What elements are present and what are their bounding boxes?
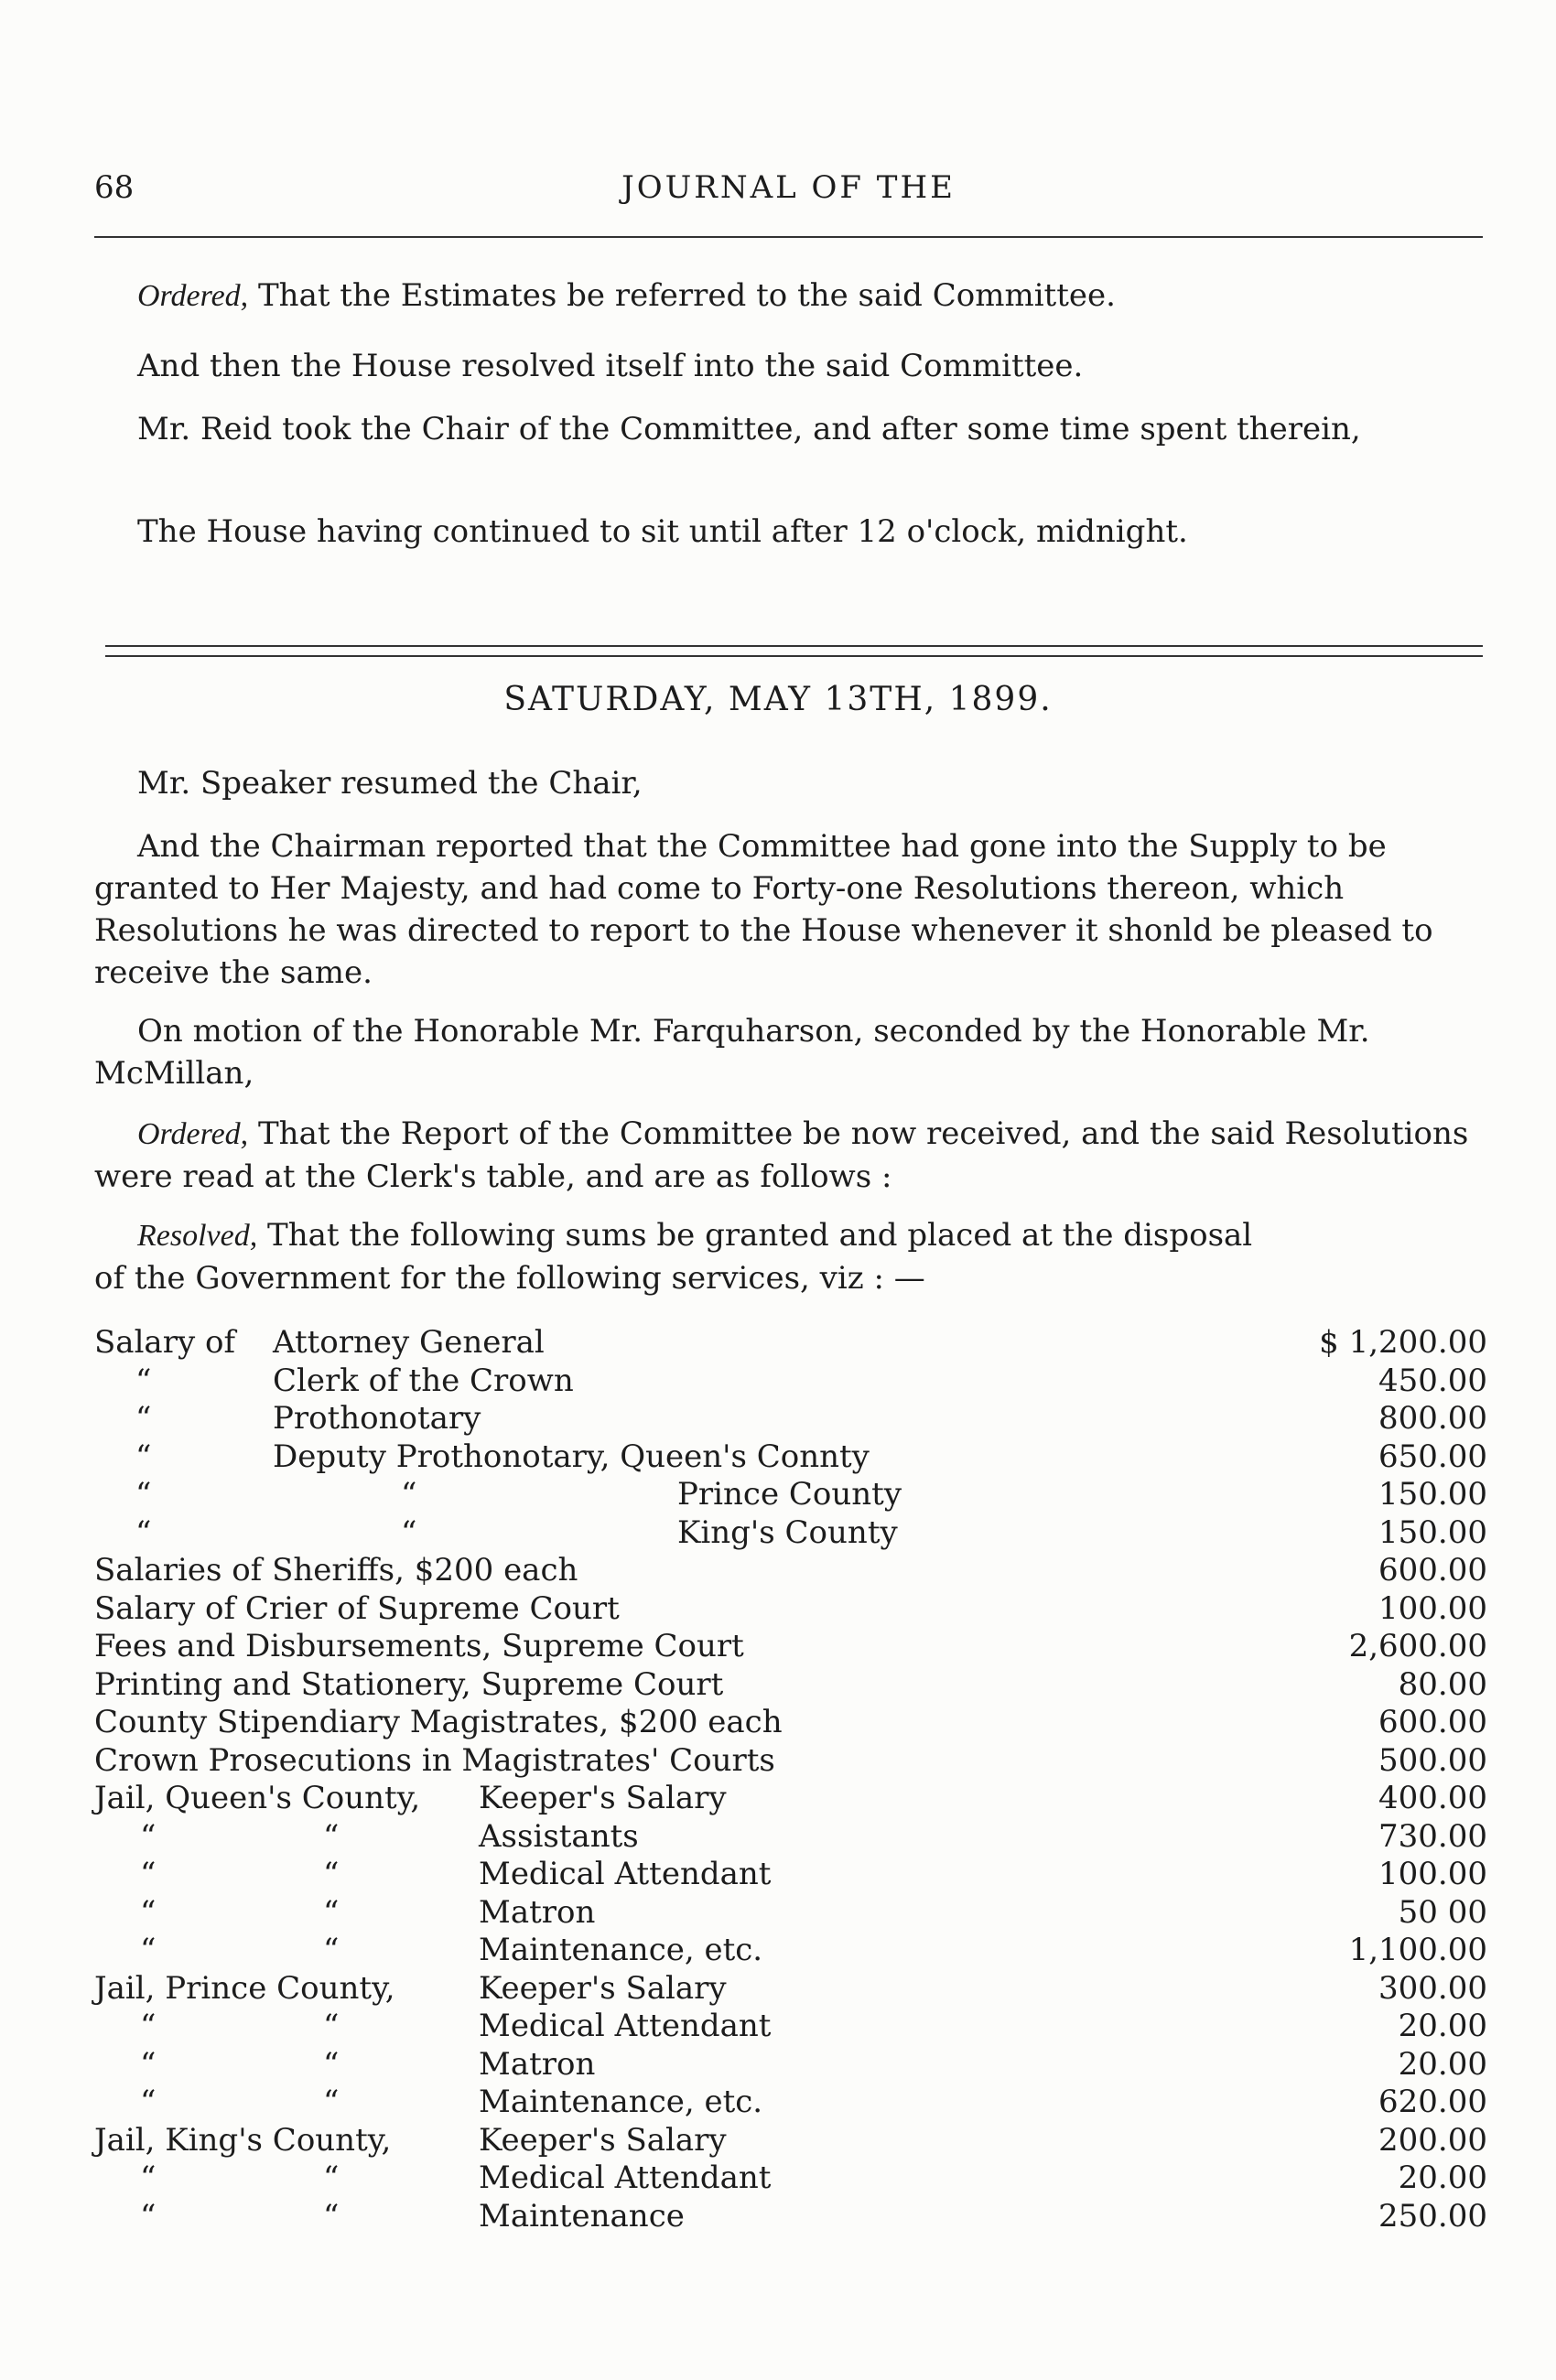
table-row bbox=[94, 1476, 1487, 1514]
item-label: Salary of bbox=[94, 1324, 236, 1361]
page-number: 68 bbox=[94, 169, 135, 206]
amount-cell: 1,100.00 bbox=[1348, 1932, 1487, 1968]
ditto-mark: “ bbox=[323, 2008, 340, 2044]
amount-cell: 100.00 bbox=[1378, 1589, 1487, 1627]
date-heading: SATURDAY, MAY 13TH, 1899. bbox=[503, 681, 1053, 718]
amount-cell: 600.00 bbox=[1378, 1552, 1487, 1588]
item-sub-label: Medical Attendant bbox=[479, 2008, 772, 2044]
table-row bbox=[94, 1780, 1487, 1818]
amount-cell: 50 00 bbox=[1398, 1893, 1487, 1931]
item-label: Printing and Stationery, Supreme Court bbox=[94, 1665, 724, 1703]
ditto-mark: “ bbox=[323, 2045, 340, 2083]
amount-cell: 400.00 bbox=[1378, 1780, 1487, 1816]
ditto-mark: “ bbox=[323, 1856, 340, 1892]
amount-cell: 600.00 bbox=[1378, 1704, 1487, 1740]
item-label: “ bbox=[135, 1438, 152, 1475]
table-row bbox=[94, 1856, 1487, 1894]
item-sub-label: Keeper's Salary bbox=[479, 1780, 727, 1816]
ditto-mark: “ bbox=[323, 1932, 340, 1968]
table-row bbox=[94, 1438, 1487, 1477]
table-row bbox=[94, 1932, 1487, 1970]
paragraph-ordered-estimates: Ordered, That the Estimates be referred to the said Committee. bbox=[137, 277, 1116, 314]
page-header bbox=[94, 169, 1483, 215]
paragraph-resolved: Resolved, That the following sums be granted and placed at the disposal of the Government for the following services, viz : — bbox=[94, 1217, 1253, 1297]
amount-cell: 250.00 bbox=[1378, 2197, 1487, 2235]
table-row bbox=[94, 1552, 1487, 1590]
item-sub-label: Medical Attendant bbox=[479, 1856, 772, 1892]
item-description: Deputy Prothonotary, Queen's Connty bbox=[273, 1438, 870, 1475]
table-row bbox=[94, 1400, 1487, 1438]
item-label: “ bbox=[135, 1362, 152, 1399]
item-sub-label: Maintenance, etc. bbox=[479, 2084, 763, 2120]
item-label: “ bbox=[140, 1932, 157, 1968]
table-row bbox=[94, 1324, 1487, 1362]
ditto-mark: “ bbox=[401, 1476, 417, 1513]
table-row bbox=[94, 1818, 1487, 1857]
ditto-mark: “ bbox=[323, 2084, 340, 2120]
item-sub-label: Medical Attendant bbox=[479, 2159, 772, 2196]
item-label: Jail, King's County, bbox=[94, 2121, 392, 2159]
amount-cell: 500.00 bbox=[1378, 1741, 1487, 1779]
amount-cell: 620.00 bbox=[1378, 2084, 1487, 2120]
item-label: “ bbox=[135, 1476, 152, 1513]
item-sub-label: King's County bbox=[677, 1513, 898, 1551]
table-row bbox=[94, 2008, 1487, 2046]
item-description: Clerk of the Crown bbox=[273, 1362, 574, 1399]
running-head: JOURNAL OF THE bbox=[621, 169, 956, 206]
amount-cell: 150.00 bbox=[1378, 1513, 1487, 1551]
item-label: “ bbox=[140, 2084, 157, 2120]
table-row bbox=[94, 1514, 1487, 1553]
amount-cell: 100.00 bbox=[1378, 1856, 1487, 1892]
table-row bbox=[94, 1666, 1487, 1705]
table-row bbox=[94, 1628, 1487, 1666]
amount-cell: 80.00 bbox=[1398, 1665, 1487, 1703]
table-row bbox=[94, 1704, 1487, 1742]
amount-cell: 730.00 bbox=[1378, 1817, 1487, 1855]
paragraph-speaker-resumed: Mr. Speaker resumed the Chair, bbox=[137, 765, 643, 802]
table-row bbox=[94, 1970, 1487, 2008]
paragraph-mr-reid: Mr. Reid took the Chair of the Committee, and after some time spent therein, bbox=[137, 411, 1361, 447]
header-rule bbox=[94, 236, 1483, 238]
item-sub-label: Maintenance, etc. bbox=[479, 1932, 763, 1968]
item-label: Jail, Queen's County, bbox=[94, 1780, 421, 1816]
table-row bbox=[94, 2198, 1487, 2236]
ditto-mark: “ bbox=[323, 1893, 340, 1931]
amount-cell: 200.00 bbox=[1378, 2121, 1487, 2159]
item-label: “ bbox=[140, 1817, 157, 1855]
amount-cell: 800.00 bbox=[1378, 1400, 1487, 1437]
item-label: “ bbox=[140, 2045, 157, 2083]
item-sub-label: Keeper's Salary bbox=[479, 1969, 727, 2007]
item-description: Attorney General bbox=[273, 1324, 545, 1361]
item-label: Fees and Disbursements, Supreme Court bbox=[94, 1628, 744, 1664]
amount-cell: 20.00 bbox=[1398, 2159, 1487, 2196]
item-label: Salaries of Sheriffs, $200 each bbox=[94, 1552, 578, 1588]
item-label: “ bbox=[140, 2008, 157, 2044]
table-row bbox=[94, 1362, 1487, 1401]
item-label: Salary of Crier of Supreme Court bbox=[94, 1589, 620, 1627]
ditto-mark: “ bbox=[323, 1817, 340, 1855]
item-sub-label: Matron bbox=[479, 1893, 596, 1931]
paragraph-on-motion: On motion of the Honorable Mr. Farquharson, seconded by the Honorable Mr. McMillan, bbox=[94, 1013, 1370, 1092]
table-row bbox=[94, 1742, 1487, 1781]
table-row bbox=[94, 2084, 1487, 2122]
item-label: “ bbox=[135, 1400, 152, 1437]
item-sub-label: Assistants bbox=[479, 1817, 639, 1855]
amount-cell: $ 1,200.00 bbox=[1319, 1324, 1487, 1361]
paragraph-house-resolved: And then the House resolved itself into the said Committee. bbox=[137, 348, 1084, 384]
paragraph-chairman-reported: And the Chairman reported that the Committee had gone into the Supply to be granted to Her Majesty, and had come to Forty-one Resolutions thereon, which Resolutions he was directed to report to the House whenever it shonld be pleased to receive the same. bbox=[94, 828, 1433, 991]
item-label: “ bbox=[140, 2159, 157, 2196]
table-row bbox=[94, 2159, 1487, 2198]
item-label: County Stipendiary Magistrates, $200 each bbox=[94, 1704, 783, 1740]
appropriations-table bbox=[94, 1324, 1487, 2235]
item-description: Prothonotary bbox=[273, 1400, 481, 1437]
item-label: “ bbox=[140, 1856, 157, 1892]
table-row bbox=[94, 1894, 1487, 1933]
amount-cell: 300.00 bbox=[1378, 1969, 1487, 2007]
amount-cell: 650.00 bbox=[1378, 1438, 1487, 1475]
item-sub-label: Matron bbox=[479, 2045, 596, 2083]
table-row bbox=[94, 2122, 1487, 2160]
item-label: Crown Prosecutions in Magistrates' Courts bbox=[94, 1741, 775, 1779]
amount-cell: 20.00 bbox=[1398, 2008, 1487, 2044]
section-double-rule bbox=[105, 645, 1483, 657]
amount-cell: 450.00 bbox=[1378, 1362, 1487, 1399]
ditto-mark: “ bbox=[323, 2197, 340, 2235]
paragraph-ordered-report: Ordered, That the Report of the Committee be now received, and the said Resolutions were read at the Clerk's table, and are as follows : bbox=[94, 1115, 1469, 1195]
item-label: Jail, Prince County, bbox=[94, 1969, 395, 2007]
table-row bbox=[94, 1590, 1487, 1629]
table-row bbox=[94, 2046, 1487, 2084]
ditto-mark: “ bbox=[323, 2159, 340, 2196]
item-sub-label: Keeper's Salary bbox=[479, 2121, 727, 2159]
item-label: “ bbox=[140, 1893, 157, 1931]
paragraph-house-continued: The House having continued to sit until after 12 o'clock, midnight. bbox=[137, 513, 1188, 550]
item-label: “ bbox=[135, 1513, 152, 1551]
amount-cell: 150.00 bbox=[1378, 1476, 1487, 1513]
amount-cell: 20.00 bbox=[1398, 2045, 1487, 2083]
amount-cell: 2,600.00 bbox=[1348, 1628, 1487, 1664]
ditto-mark: “ bbox=[401, 1513, 417, 1551]
item-sub-label: Prince County bbox=[677, 1476, 902, 1513]
item-label: “ bbox=[140, 2197, 157, 2235]
item-sub-label: Maintenance bbox=[479, 2197, 685, 2235]
